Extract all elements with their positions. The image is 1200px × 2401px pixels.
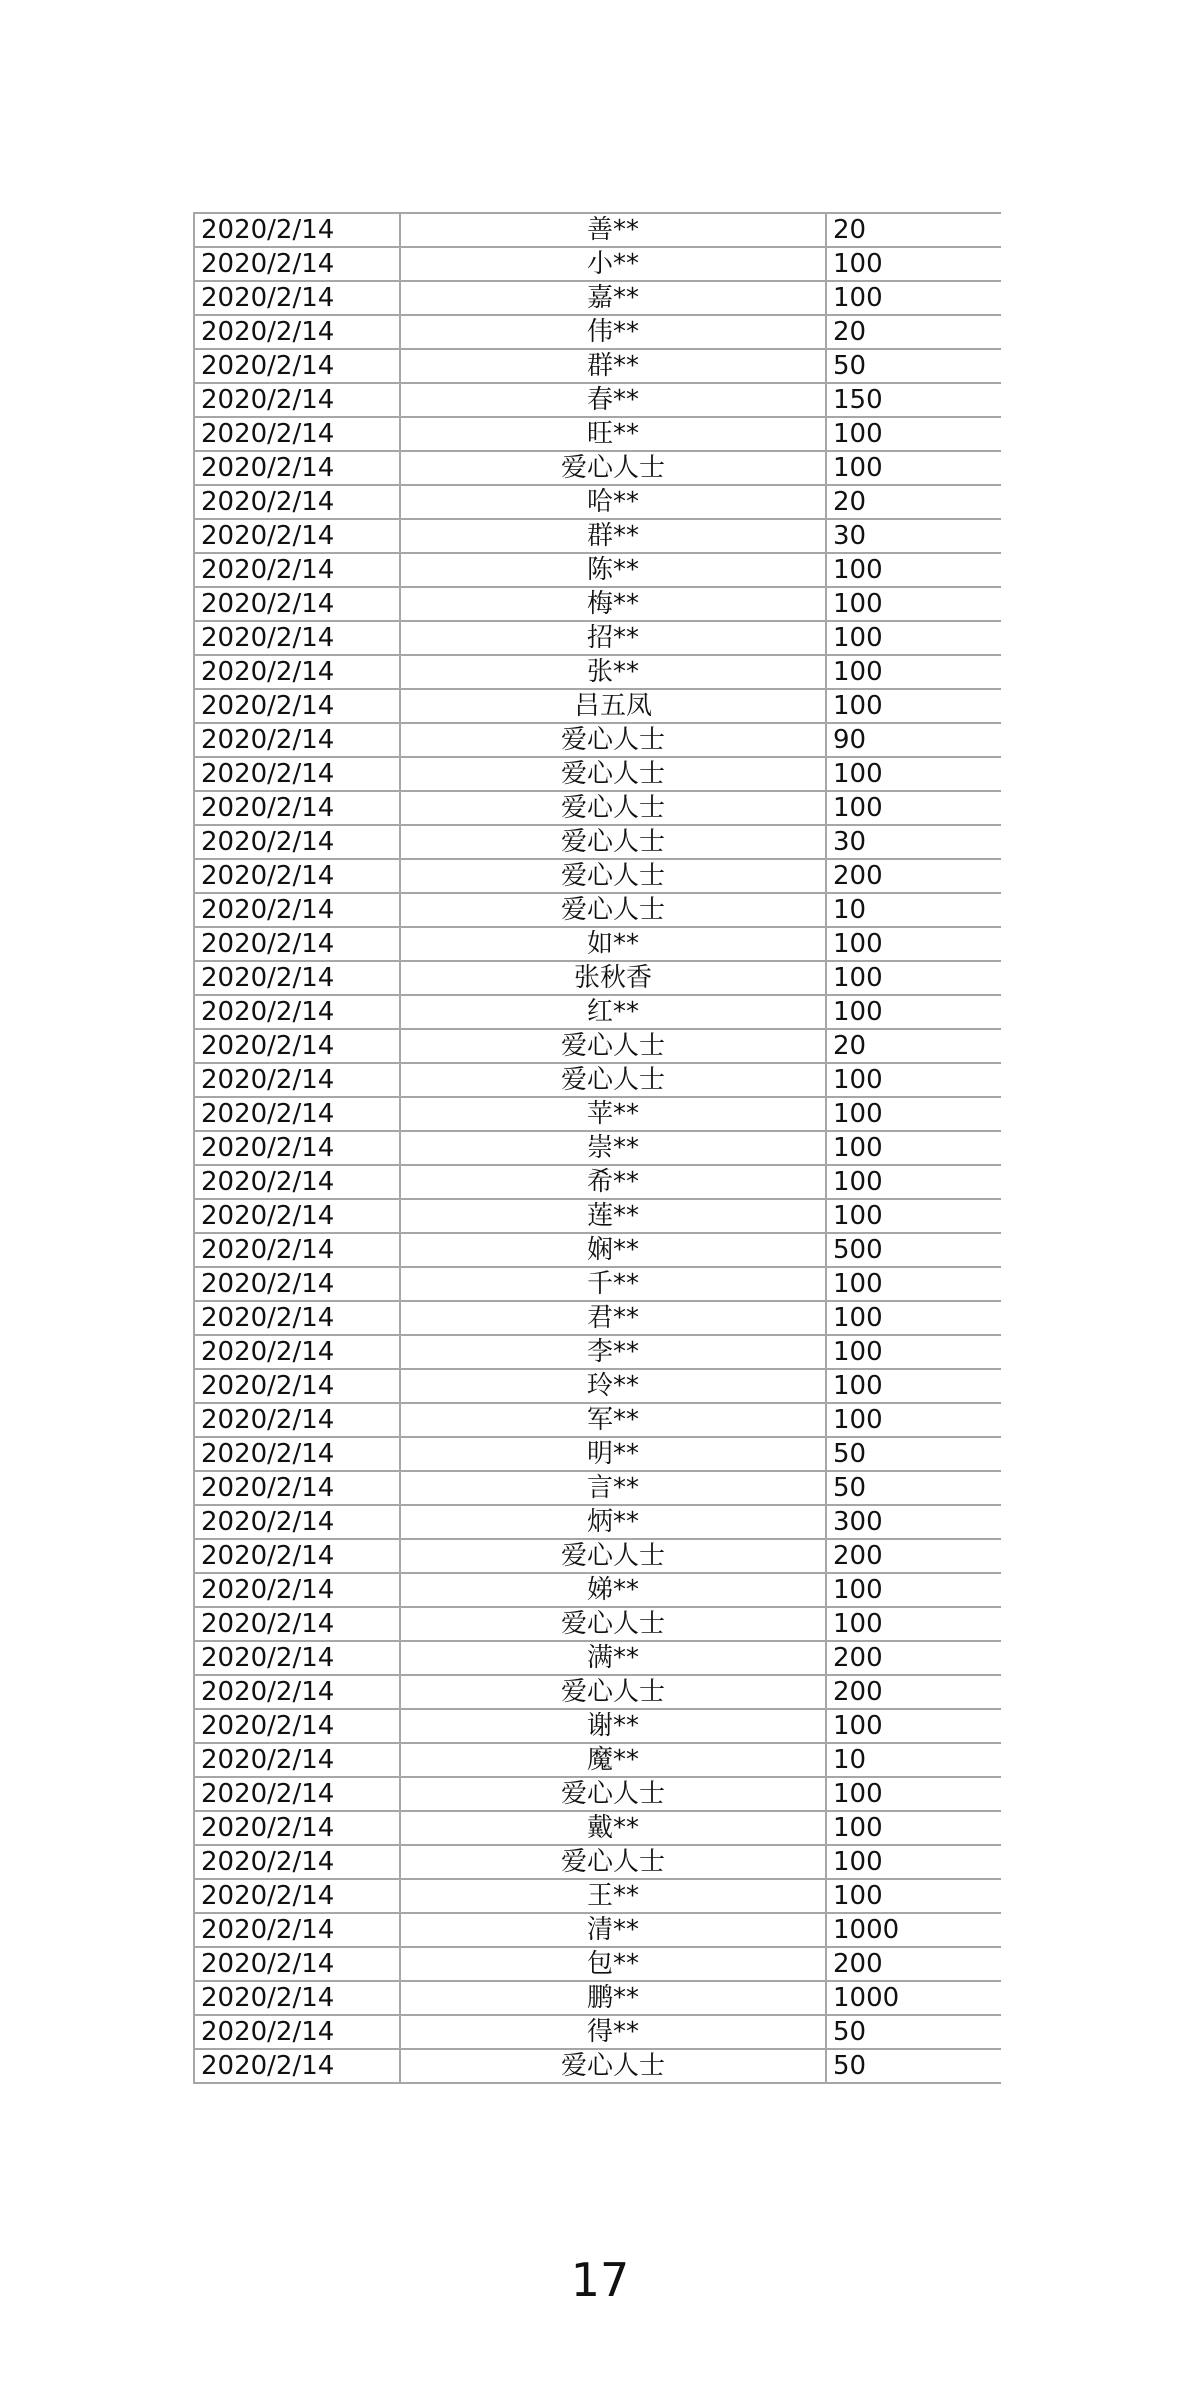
table-row: [194, 723, 1001, 757]
donation-table-body: [194, 213, 1001, 2083]
donor-name-cell: 小**: [400, 247, 826, 281]
table-row: [194, 1879, 1001, 1913]
date-cell: 2020/2/14: [194, 1233, 400, 1267]
amount-cell: 200: [826, 1675, 1001, 1709]
table-row: [194, 825, 1001, 859]
amount-cell: 100: [826, 1301, 1001, 1335]
amount-cell: 100: [826, 1199, 1001, 1233]
donor-name-cell: 爱心人士: [400, 825, 826, 859]
donor-name-cell: 爱心人士: [400, 1845, 826, 1879]
table-row: [194, 961, 1001, 995]
table-row: [194, 1777, 1001, 1811]
amount-cell: 100: [826, 1131, 1001, 1165]
date-cell: 2020/2/14: [194, 213, 400, 247]
table-row: [194, 1199, 1001, 1233]
amount-cell: 200: [826, 859, 1001, 893]
date-cell: 2020/2/14: [194, 1471, 400, 1505]
date-cell: 2020/2/14: [194, 1063, 400, 1097]
date-cell: 2020/2/14: [194, 2015, 400, 2049]
table-row: [194, 383, 1001, 417]
donor-name-cell: 嘉**: [400, 281, 826, 315]
amount-cell: 50: [826, 2015, 1001, 2049]
donor-name-cell: 爱心人士: [400, 2049, 826, 2083]
donor-name-cell: 清**: [400, 1913, 826, 1947]
table-row: [194, 1471, 1001, 1505]
table-row: [194, 1913, 1001, 1947]
amount-cell: 1000: [826, 1913, 1001, 1947]
amount-cell: 50: [826, 1437, 1001, 1471]
table-row: [194, 1505, 1001, 1539]
donor-name-cell: 炳**: [400, 1505, 826, 1539]
donor-name-cell: 君**: [400, 1301, 826, 1335]
date-cell: 2020/2/14: [194, 1165, 400, 1199]
date-cell: 2020/2/14: [194, 723, 400, 757]
date-cell: 2020/2/14: [194, 1403, 400, 1437]
amount-cell: 30: [826, 519, 1001, 553]
donor-name-cell: 爱心人士: [400, 1063, 826, 1097]
date-cell: 2020/2/14: [194, 961, 400, 995]
donor-name-cell: 哈**: [400, 485, 826, 519]
date-cell: 2020/2/14: [194, 1913, 400, 1947]
donor-name-cell: 军**: [400, 1403, 826, 1437]
amount-cell: 100: [826, 1165, 1001, 1199]
date-cell: 2020/2/14: [194, 1845, 400, 1879]
table-row: [194, 519, 1001, 553]
amount-cell: 100: [826, 961, 1001, 995]
amount-cell: 100: [826, 1879, 1001, 1913]
table-row: [194, 927, 1001, 961]
donor-name-cell: 玲**: [400, 1369, 826, 1403]
table-row: [194, 1607, 1001, 1641]
date-cell: 2020/2/14: [194, 1947, 400, 1981]
donor-name-cell: 包**: [400, 1947, 826, 1981]
donor-name-cell: 红**: [400, 995, 826, 1029]
donation-table: [193, 212, 1001, 2084]
donation-table-container: [193, 212, 1001, 2197]
table-row: [194, 1403, 1001, 1437]
table-row: [194, 893, 1001, 927]
table-row: [194, 1539, 1001, 1573]
table-row: [194, 451, 1001, 485]
donor-name-cell: 娴**: [400, 1233, 826, 1267]
date-cell: 2020/2/14: [194, 553, 400, 587]
date-cell: 2020/2/14: [194, 1709, 400, 1743]
donor-name-cell: 李**: [400, 1335, 826, 1369]
date-cell: 2020/2/14: [194, 1743, 400, 1777]
table-row: [194, 655, 1001, 689]
amount-cell: 100: [826, 621, 1001, 655]
page-number: 17: [570, 2253, 630, 2307]
date-cell: 2020/2/14: [194, 1539, 400, 1573]
amount-cell: 100: [826, 281, 1001, 315]
table-row: [194, 1131, 1001, 1165]
table-row: [194, 791, 1001, 825]
table-row: [194, 757, 1001, 791]
table-row: [194, 1063, 1001, 1097]
amount-cell: 200: [826, 1641, 1001, 1675]
date-cell: 2020/2/14: [194, 995, 400, 1029]
table-row: [194, 587, 1001, 621]
donor-name-cell: 爱心人士: [400, 757, 826, 791]
date-cell: 2020/2/14: [194, 383, 400, 417]
table-row: [194, 1573, 1001, 1607]
donor-name-cell: 苹**: [400, 1097, 826, 1131]
amount-cell: 1000: [826, 1981, 1001, 2015]
amount-cell: 50: [826, 1471, 1001, 1505]
amount-cell: 100: [826, 247, 1001, 281]
date-cell: 2020/2/14: [194, 1641, 400, 1675]
date-cell: 2020/2/14: [194, 791, 400, 825]
donor-name-cell: 善**: [400, 213, 826, 247]
donor-name-cell: 伟**: [400, 315, 826, 349]
donor-name-cell: 王**: [400, 1879, 826, 1913]
date-cell: 2020/2/14: [194, 1981, 400, 2015]
date-cell: 2020/2/14: [194, 587, 400, 621]
amount-cell: 100: [826, 927, 1001, 961]
donor-name-cell: 梅**: [400, 587, 826, 621]
amount-cell: 300: [826, 1505, 1001, 1539]
table-row: [194, 315, 1001, 349]
date-cell: 2020/2/14: [194, 927, 400, 961]
amount-cell: 10: [826, 1743, 1001, 1777]
donor-name-cell: 爱心人士: [400, 1777, 826, 1811]
amount-cell: 100: [826, 1607, 1001, 1641]
amount-cell: 20: [826, 485, 1001, 519]
donor-name-cell: 千**: [400, 1267, 826, 1301]
table-row: [194, 1641, 1001, 1675]
date-cell: 2020/2/14: [194, 1607, 400, 1641]
amount-cell: 100: [826, 1709, 1001, 1743]
date-cell: 2020/2/14: [194, 485, 400, 519]
amount-cell: 100: [826, 1777, 1001, 1811]
amount-cell: 100: [826, 417, 1001, 451]
donor-name-cell: 满**: [400, 1641, 826, 1675]
donor-name-cell: 群**: [400, 349, 826, 383]
table-row: [194, 485, 1001, 519]
amount-cell: 500: [826, 1233, 1001, 1267]
donor-name-cell: 爱心人士: [400, 1539, 826, 1573]
table-row: [194, 349, 1001, 383]
table-row: [194, 1097, 1001, 1131]
donor-name-cell: 希**: [400, 1165, 826, 1199]
donor-name-cell: 爱心人士: [400, 1029, 826, 1063]
date-cell: 2020/2/14: [194, 1777, 400, 1811]
donor-name-cell: 娣**: [400, 1573, 826, 1607]
amount-cell: 100: [826, 1845, 1001, 1879]
date-cell: 2020/2/14: [194, 621, 400, 655]
date-cell: 2020/2/14: [194, 1335, 400, 1369]
amount-cell: 100: [826, 1573, 1001, 1607]
amount-cell: 50: [826, 349, 1001, 383]
donor-name-cell: 爱心人士: [400, 1607, 826, 1641]
date-cell: 2020/2/14: [194, 451, 400, 485]
table-row: [194, 1743, 1001, 1777]
donor-name-cell: 崇**: [400, 1131, 826, 1165]
table-row: [194, 247, 1001, 281]
donor-name-cell: 春**: [400, 383, 826, 417]
date-cell: 2020/2/14: [194, 893, 400, 927]
amount-cell: 100: [826, 553, 1001, 587]
donor-name-cell: 如**: [400, 927, 826, 961]
date-cell: 2020/2/14: [194, 689, 400, 723]
donor-name-cell: 戴**: [400, 1811, 826, 1845]
date-cell: 2020/2/14: [194, 1437, 400, 1471]
table-row: [194, 1437, 1001, 1471]
amount-cell: 20: [826, 213, 1001, 247]
table-row: [194, 1811, 1001, 1845]
date-cell: 2020/2/14: [194, 519, 400, 553]
table-row: [194, 417, 1001, 451]
donor-name-cell: 张秋香: [400, 961, 826, 995]
date-cell: 2020/2/14: [194, 1029, 400, 1063]
donor-name-cell: 张**: [400, 655, 826, 689]
table-row: [194, 689, 1001, 723]
donor-name-cell: 爱心人士: [400, 893, 826, 927]
amount-cell: 100: [826, 1811, 1001, 1845]
table-row: [194, 281, 1001, 315]
table-row: [194, 1981, 1001, 2015]
date-cell: 2020/2/14: [194, 859, 400, 893]
amount-cell: 200: [826, 1947, 1001, 1981]
amount-cell: 100: [826, 655, 1001, 689]
donor-name-cell: 谢**: [400, 1709, 826, 1743]
amount-cell: 100: [826, 587, 1001, 621]
amount-cell: 30: [826, 825, 1001, 859]
table-row: [194, 1301, 1001, 1335]
table-row: [194, 213, 1001, 247]
amount-cell: 100: [826, 995, 1001, 1029]
amount-cell: 20: [826, 315, 1001, 349]
amount-cell: 100: [826, 757, 1001, 791]
donor-name-cell: 魔**: [400, 1743, 826, 1777]
table-row: [194, 621, 1001, 655]
table-row: [194, 1267, 1001, 1301]
donor-name-cell: 陈**: [400, 553, 826, 587]
date-cell: 2020/2/14: [194, 417, 400, 451]
amount-cell: 100: [826, 1097, 1001, 1131]
date-cell: 2020/2/14: [194, 655, 400, 689]
donor-name-cell: 爱心人士: [400, 859, 826, 893]
amount-cell: 90: [826, 723, 1001, 757]
donor-name-cell: 鹏**: [400, 1981, 826, 2015]
amount-cell: 150: [826, 383, 1001, 417]
amount-cell: 200: [826, 1539, 1001, 1573]
date-cell: 2020/2/14: [194, 1505, 400, 1539]
table-row: [194, 2015, 1001, 2049]
date-cell: 2020/2/14: [194, 1369, 400, 1403]
donor-name-cell: 群**: [400, 519, 826, 553]
table-row: [194, 995, 1001, 1029]
table-row: [194, 1029, 1001, 1063]
date-cell: 2020/2/14: [194, 1199, 400, 1233]
table-row: [194, 1709, 1001, 1743]
amount-cell: 100: [826, 791, 1001, 825]
donor-name-cell: 招**: [400, 621, 826, 655]
table-row: [194, 1675, 1001, 1709]
donor-name-cell: 明**: [400, 1437, 826, 1471]
donor-name-cell: 爱心人士: [400, 791, 826, 825]
date-cell: 2020/2/14: [194, 825, 400, 859]
date-cell: 2020/2/14: [194, 2049, 400, 2083]
table-row: [194, 1165, 1001, 1199]
donor-name-cell: 旺**: [400, 417, 826, 451]
amount-cell: 50: [826, 2049, 1001, 2083]
donor-name-cell: 吕五凤: [400, 689, 826, 723]
table-row: [194, 859, 1001, 893]
donor-name-cell: 爱心人士: [400, 723, 826, 757]
table-row: [194, 1335, 1001, 1369]
amount-cell: 100: [826, 451, 1001, 485]
date-cell: 2020/2/14: [194, 757, 400, 791]
amount-cell: 100: [826, 1063, 1001, 1097]
amount-cell: 100: [826, 1335, 1001, 1369]
amount-cell: 20: [826, 1029, 1001, 1063]
date-cell: 2020/2/14: [194, 349, 400, 383]
amount-cell: 100: [826, 1369, 1001, 1403]
date-cell: 2020/2/14: [194, 1097, 400, 1131]
donor-name-cell: 莲**: [400, 1199, 826, 1233]
date-cell: 2020/2/14: [194, 1301, 400, 1335]
date-cell: 2020/2/14: [194, 315, 400, 349]
table-row: [194, 553, 1001, 587]
amount-cell: 100: [826, 1403, 1001, 1437]
date-cell: 2020/2/14: [194, 247, 400, 281]
table-row: [194, 2049, 1001, 2083]
date-cell: 2020/2/14: [194, 1267, 400, 1301]
amount-cell: 100: [826, 1267, 1001, 1301]
date-cell: 2020/2/14: [194, 1811, 400, 1845]
date-cell: 2020/2/14: [194, 281, 400, 315]
donor-name-cell: 言**: [400, 1471, 826, 1505]
donor-name-cell: 爱心人士: [400, 451, 826, 485]
table-row: [194, 1947, 1001, 1981]
donor-name-cell: 爱心人士: [400, 1675, 826, 1709]
amount-cell: 100: [826, 689, 1001, 723]
table-row: [194, 1369, 1001, 1403]
amount-cell: 10: [826, 893, 1001, 927]
date-cell: 2020/2/14: [194, 1573, 400, 1607]
date-cell: 2020/2/14: [194, 1131, 400, 1165]
table-row: [194, 1845, 1001, 1879]
donor-name-cell: 得**: [400, 2015, 826, 2049]
date-cell: 2020/2/14: [194, 1879, 400, 1913]
table-row: [194, 1233, 1001, 1267]
date-cell: 2020/2/14: [194, 1675, 400, 1709]
